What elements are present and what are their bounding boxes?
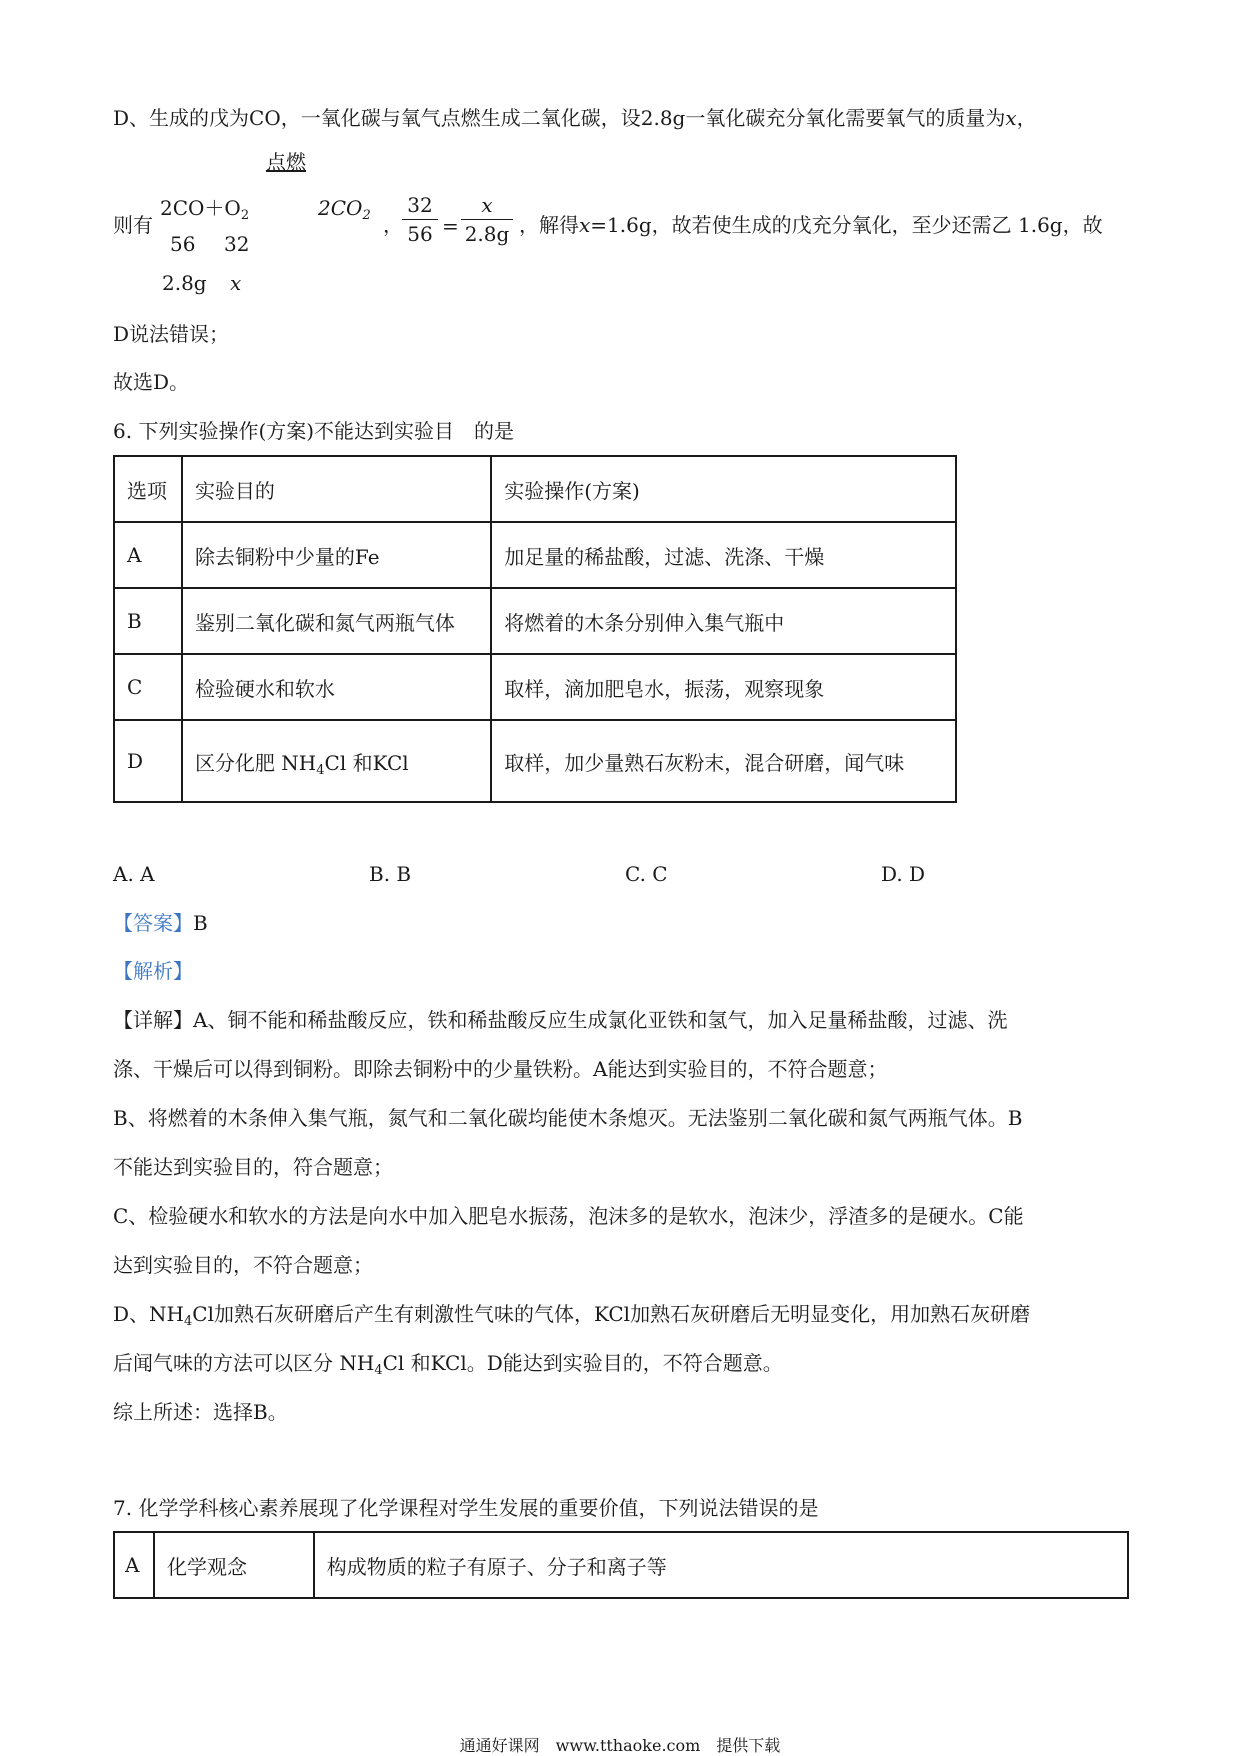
detail-line: 不能达到实验目的，符合题意； [113, 1155, 393, 1179]
table-row [114, 588, 956, 654]
reaction-condition: 点燃 [266, 150, 306, 174]
ratio-mass-1: 56 [170, 232, 196, 256]
fraction-right-den: 2.8g [464, 222, 510, 246]
eq-comma: ， [383, 213, 403, 237]
equals-sign: = [442, 214, 459, 238]
row-option: C [114, 654, 182, 720]
fraction-left-den: 56 [407, 222, 433, 246]
q6-header-row [114, 456, 956, 522]
table-row [114, 654, 956, 720]
row-goal: 鉴别二氧化碳和氮气两瓶气体 [182, 588, 491, 654]
detail-line: 后闻气味的方法可以区分 $NH_4Cl$ 和KCl。D能达到实验目的，不符合题意。 [113, 1351, 783, 1378]
ratio-mass-2: 32 [224, 232, 250, 256]
analysis-tag: 【解析】 [113, 959, 193, 983]
reactants: $2CO+O_2$ [160, 196, 250, 223]
part-d-line1: D、生成的戊为CO，一氧化碳与氧气点燃生成二氧化碳，设2.8g一氧化碳充分氧化需要氧气的质量为x， [113, 106, 1037, 130]
table-row [114, 720, 956, 802]
given-mass-1: 2.8g [162, 271, 207, 295]
then-label: 则有 [113, 213, 153, 237]
fraction-left-num: 32 [407, 193, 433, 217]
detail-line: C、检验硬水和软水的方法是向水中加入肥皂水振荡，泡沫多的是软水，泡沫少，浮渣多的是硬水。C能 [113, 1204, 1024, 1228]
q7-stem: 7. 化学学科核心素养展现了化学课程对学生发展的重要价值，下列说法错误的是 [113, 1496, 819, 1520]
choice-text: 故选D。 [113, 370, 190, 394]
header-goal: 实验目的 [182, 456, 491, 522]
row-option: B [114, 588, 182, 654]
row-goal: 检验硬水和软水 [182, 654, 491, 720]
row-statement: 构成物质的粒子有原子、分子和离子等 [314, 1532, 1128, 1598]
q6-table [113, 455, 957, 803]
row-method: 取样，加少量熟石灰粉末，混合研磨，闻气味 [491, 720, 956, 802]
row-option: A [114, 522, 182, 588]
header-option: 选项 [114, 456, 182, 522]
given-mass-2: x [230, 271, 242, 295]
row-option: A [114, 1532, 154, 1598]
option-d: D. D [881, 862, 926, 886]
option-b: B. B [369, 862, 412, 886]
option-c: C. C [625, 862, 668, 886]
table-row [114, 1532, 1128, 1598]
conclusion-text: D说法错误； [113, 322, 230, 346]
row-option: D [114, 720, 182, 802]
product: $2CO_2$ [318, 196, 371, 223]
answer-line [113, 913, 208, 933]
q6-stem: 6. 下列实验操作(方案)不能达到实验目 的是 [113, 419, 515, 443]
header-method: 实验操作(方案) [491, 456, 956, 522]
detail-line: D、$NH_4Cl$加熟石灰研磨后产生有刺激性气味的气体，KCl加熟石灰研磨后无明显变化，用加熟石灰研磨 [113, 1302, 1031, 1329]
answer-value: B [193, 911, 208, 935]
row-method: 加足量的稀盐酸，过滤、洗涤、干燥 [491, 522, 956, 588]
row-category: 化学观念 [154, 1532, 314, 1598]
row-goal: 区分化肥 $NH_4Cl$ 和KCl [182, 720, 491, 802]
fraction-left [402, 195, 438, 244]
detail-line: 达到实验目的，不符合题意； [113, 1253, 373, 1277]
row-goal: 除去铜粉中少量的Fe [182, 522, 491, 588]
detail-line: 【详解】A、铜不能和稀盐酸反应，铁和稀盐酸反应生成氯化亚铁和氢气，加入足量稀盐酸，过滤、洗 [113, 1008, 1008, 1032]
answer-tag: 【答案】 [113, 911, 193, 935]
page-footer: 通通好课网 www.tthaoke.com 提供下载 [459, 1736, 781, 1755]
table-row [114, 522, 956, 588]
row-method: 取样，滴加肥皂水，振荡，观察现象 [491, 654, 956, 720]
result-text: ，解得x=1.6g，故若使生成的戊充分氧化，至少还需乙 1.6g，故 [519, 213, 1103, 237]
summary-text: 综上所述：选择B。 [113, 1400, 288, 1424]
fraction-right-num: x [481, 193, 493, 217]
q7-table [113, 1531, 1129, 1599]
fraction-right [461, 195, 513, 244]
detail-line: 涤、干燥后可以得到铜粉。即除去铜粉中的少量铁粉。A能达到实验目的，不符合题意； [113, 1057, 888, 1081]
option-a: A. A [113, 862, 155, 886]
detail-line: B、将燃着的木条伸入集气瓶，氮气和二氧化碳均能使木条熄灭。无法鉴别二氧化碳和氮气两瓶气体。B [113, 1106, 1023, 1130]
row-method: 将燃着的木条分别伸入集气瓶中 [491, 588, 956, 654]
